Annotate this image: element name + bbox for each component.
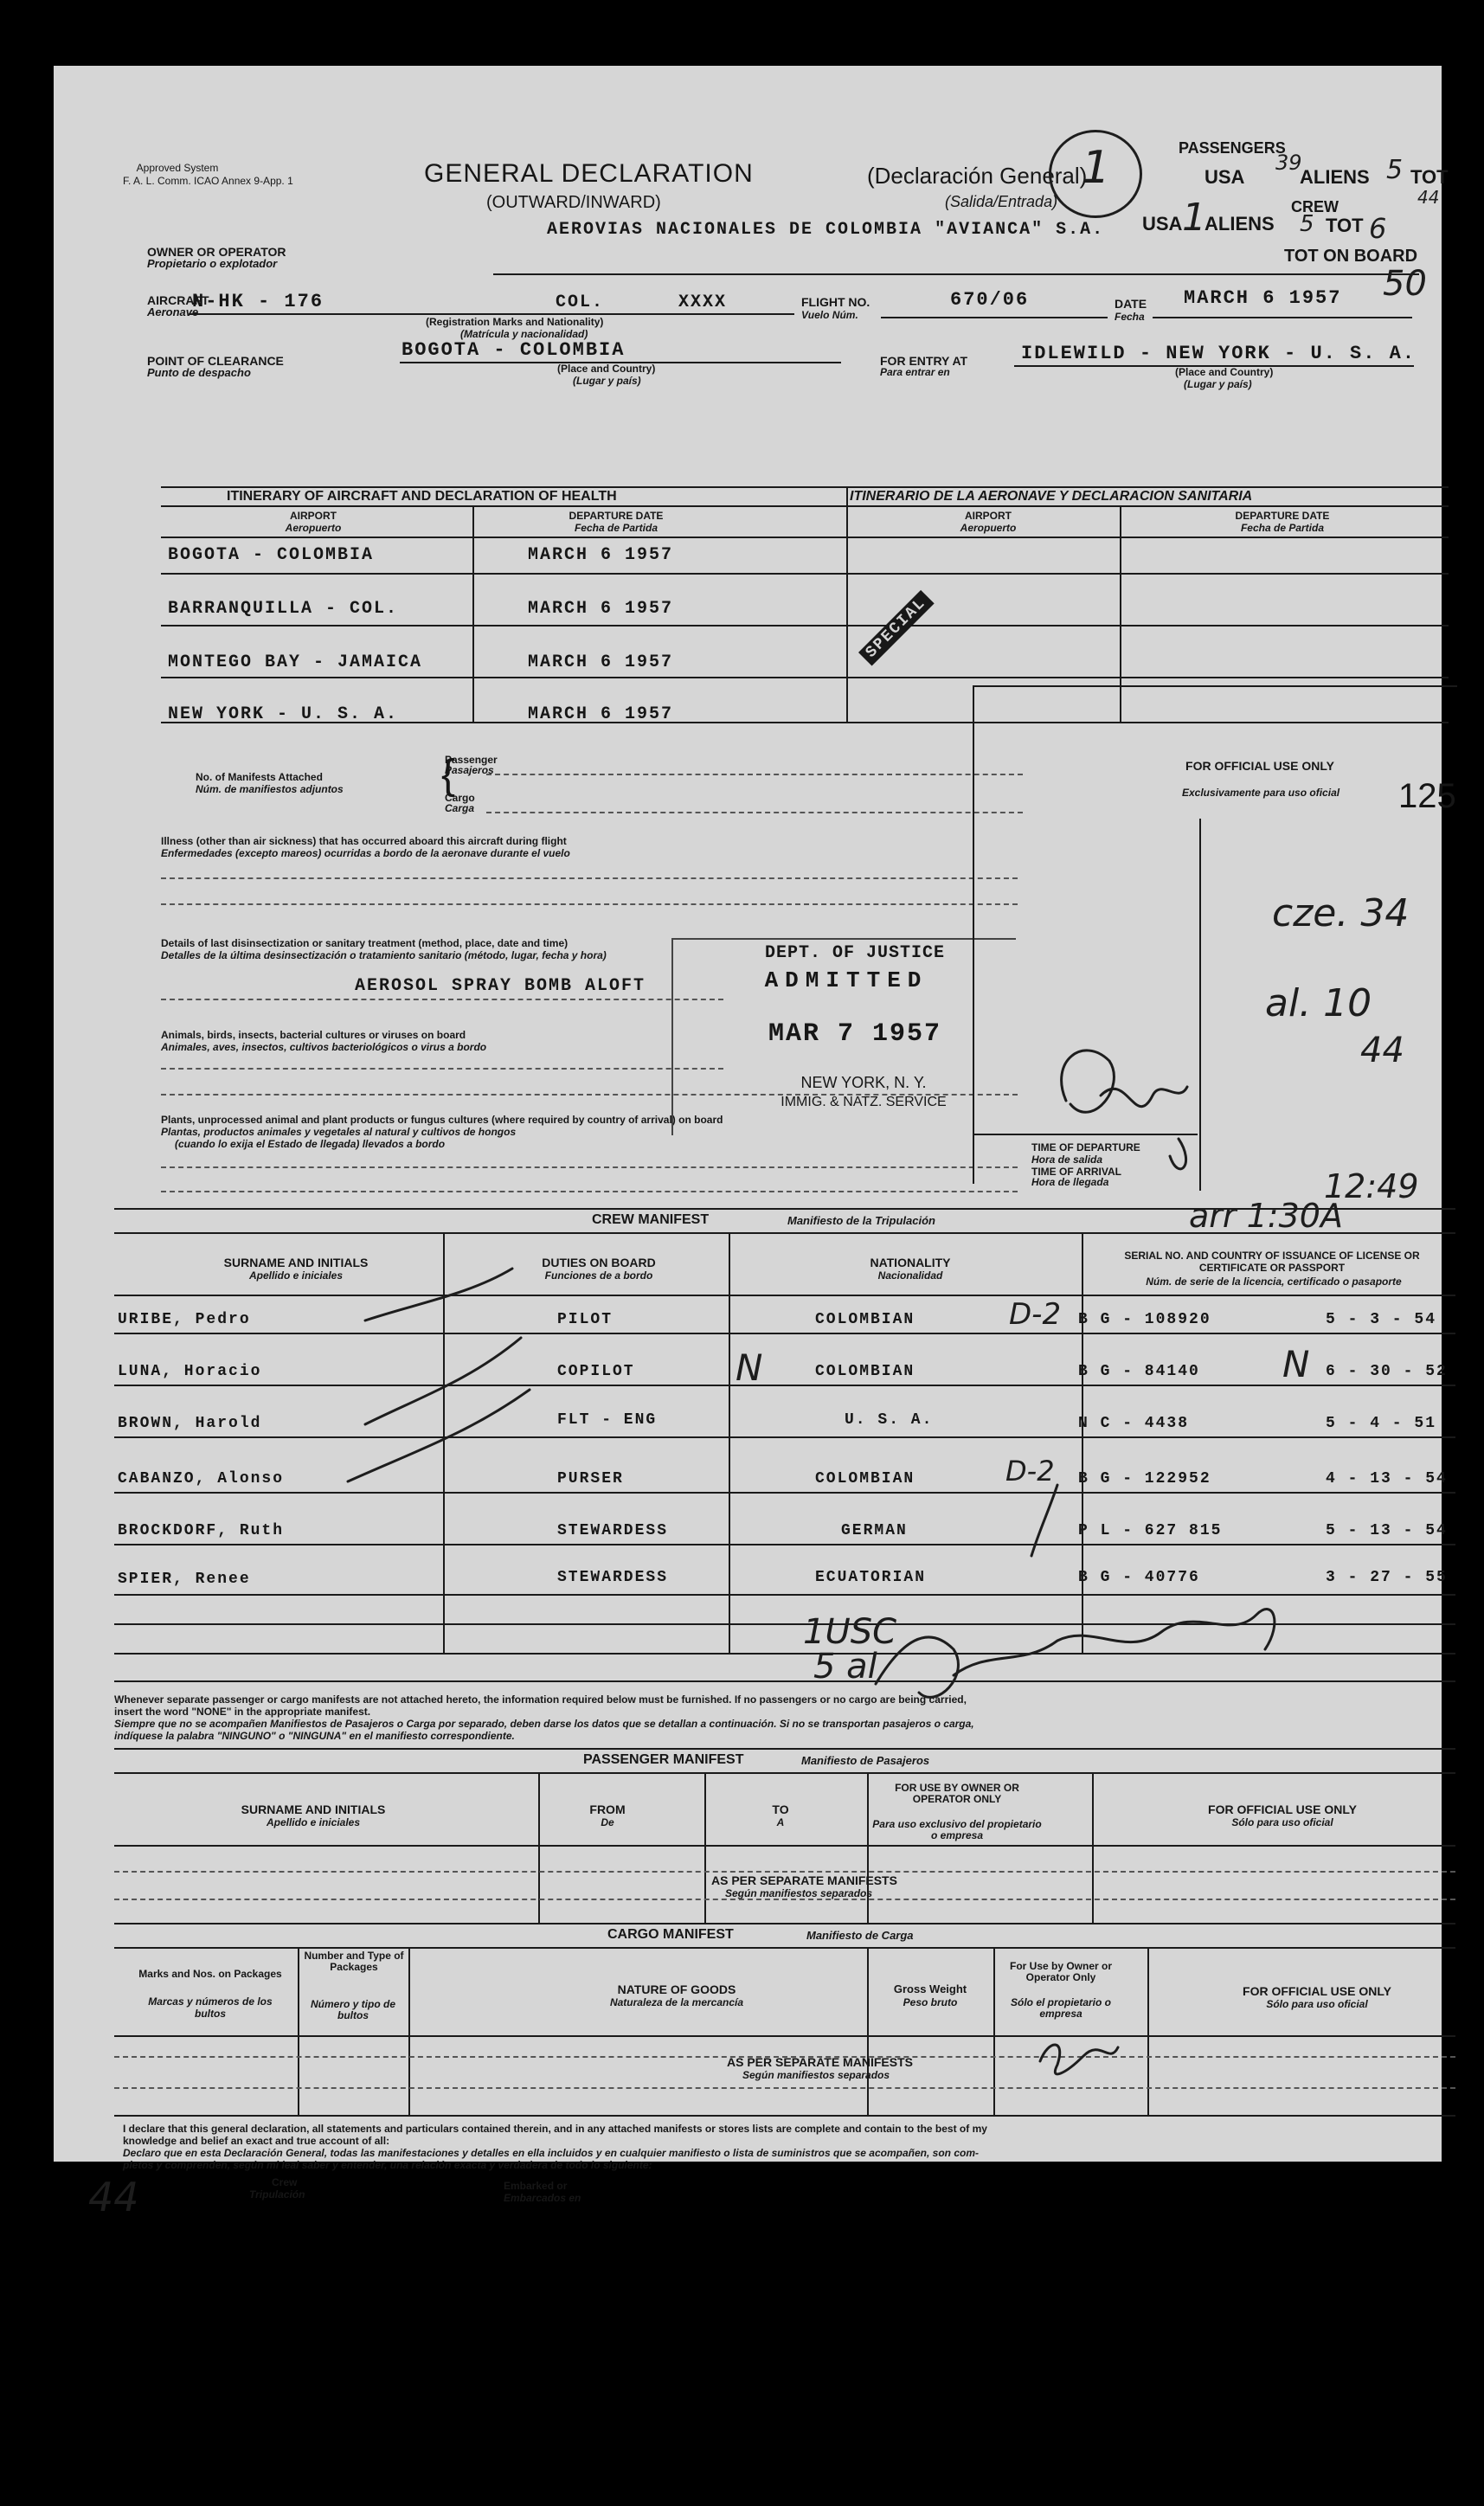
itinerary-airport-header-2: AIRPORT [965, 510, 1012, 522]
illness-label: Illness (other than air sickness) that has occurred aboard this aircraft during flight [161, 835, 567, 847]
clearance-label-es: Punto de despacho [147, 366, 251, 379]
handwritten-usc: 1USC [803, 1612, 897, 1652]
declaration-es-2: pletos y comprenden, según mi leal saber y entender, una relación exacta y verdadera de todo lo siguiente: [123, 2159, 652, 2171]
passenger-col-official: FOR OFFICIAL USE ONLY [1208, 1802, 1357, 1816]
animals-label: Animals, birds, insects, bacterial cultures or viruses on board [161, 1029, 466, 1041]
stamp-admitted: ADMITTED [764, 967, 928, 993]
cargo-col-weight: Gross Weight [893, 1982, 967, 1995]
passenger-separate-es: Según manifiestos separados [725, 1887, 873, 1899]
passengers-label: PASSENGERS [1179, 139, 1286, 157]
cargo-col-nature-es: Naturaleza de la mercancía [609, 1996, 744, 2008]
passenger-col-owner-es: Para uso exclusivo del propietario o empresa [872, 1818, 1042, 1841]
handwritten-circle-number: 1 [1082, 142, 1111, 194]
none-note-en-2: insert the word "NONE" in the appropriate manifest. [114, 1706, 371, 1718]
passenger-label: Passenger [445, 754, 498, 766]
handwritten-strokes [54, 66, 1442, 2162]
crew-serial: B G - 108920 [1078, 1311, 1211, 1328]
entry-label-es: Para entrar en [880, 366, 950, 378]
itinerary-airport-header: AIRPORT [290, 510, 337, 522]
handwritten-margin-number: 44 [88, 2174, 139, 2220]
crew-aliens-label: ALIENS [1205, 213, 1275, 235]
itinerary-row-2-date: MARCH 6 1957 [528, 599, 674, 619]
cargo-col-nature: NATURE OF GOODS [617, 1982, 736, 1996]
cargo-manifest-title-es: Manifiesto de Carga [806, 1929, 914, 1942]
crew-col-nat-es: Nacionalidad [877, 1269, 943, 1282]
illness-label-es: Enfermedades (excepto mareos) ocurridas a bordo de la aeronave durante el vuelo [161, 847, 570, 859]
entry-note-es: (Lugar y país) [1184, 378, 1252, 390]
handwritten-pass-usa: 39 [1275, 151, 1302, 175]
crew-issue-date: 5 - 13 - 54 [1326, 1522, 1448, 1539]
passenger-manifest-title-es: Manifiesto de Pasajeros [801, 1754, 930, 1767]
handwritten-sal: 5 al [813, 1647, 877, 1687]
passenger-col-to: TO [772, 1802, 789, 1816]
passenger-col-from-es: De [601, 1816, 614, 1828]
declaration-es-1: Declaro que en esta Declaración General, todas las manifestaciones y detalles en ella incluidos y en cualquier manifiesto o lista de suministros que se acompañen, son com- [123, 2147, 979, 2159]
passenger-manifest-title: PASSENGER MANIFEST [583, 1752, 744, 1767]
disinsectization-label-es: Detalles de la última desinsectización o tratamiento sanitario (método, lugar, fecha y hora) [161, 949, 607, 961]
disinsectization-label: Details of last disinsectization or sanitary treatment (method, place, date and time) [161, 937, 569, 949]
crew-issue-date: 5 - 4 - 51 [1326, 1415, 1437, 1432]
crew-usa-label: USA [1142, 213, 1183, 235]
entry-value: IDLEWILD - NEW YORK - U. S. A. [1021, 343, 1417, 364]
stamp-city: NEW YORK, N. Y. [800, 1074, 927, 1091]
crew-name: CABANZO, Alonso [118, 1470, 285, 1488]
crew-duty: PURSER [557, 1470, 624, 1488]
owner-value: AEROVIAS NACIONALES DE COLOMBIA "AVIANCA" S.A. [547, 220, 1105, 240]
entry-label: FOR ENTRY AT [880, 354, 968, 368]
crew-serial: N C - 4438 [1078, 1415, 1190, 1432]
official-number: 125 [1398, 777, 1456, 815]
crew-col-name-es: Apellido e iniciales [248, 1269, 344, 1282]
crew-nationality: ECUATORIAN [815, 1569, 927, 1586]
itinerary-date-header-2: DEPARTURE DATE [1235, 510, 1330, 522]
handwritten-crew-aliens: 5 [1300, 211, 1314, 237]
clearance-value: BOGOTA - COLOMBIA [402, 339, 626, 361]
crew-nationality: GERMAN [841, 1522, 908, 1539]
crew-name: URIBE, Pedro [118, 1311, 251, 1328]
itinerary-airport-header-2-es: Aeropuerto [960, 522, 1017, 534]
cargo-initials [1040, 2045, 1118, 2074]
handwritten-crew-mark-4: D-2 [1005, 1455, 1055, 1488]
itinerary-row-3-date: MARCH 6 1957 [528, 652, 674, 672]
cargo-label-es: Carga [445, 802, 475, 814]
passenger-col-official-es: Sólo para uso oficial [1231, 1816, 1333, 1828]
none-note-en-1: Whenever separate passenger or cargo manifests are not attached hereto, the information required below must be furnished. If no passengers or no cargo are being carried, [114, 1693, 967, 1706]
declaration-embarked-es: Embarcados en [504, 2192, 581, 2204]
form-title: GENERAL DECLARATION [424, 159, 754, 188]
passengers-tot-label: TOT [1410, 166, 1449, 188]
itinerary-title: ITINERARY OF AIRCRAFT AND DECLARATION OF HEALTH [227, 489, 617, 504]
handwritten-crew-mark-3: N [1282, 1343, 1310, 1385]
tot-on-board-label: TOT ON BOARD [1284, 247, 1418, 266]
crew-check-3 [348, 1390, 530, 1481]
itinerary-row-3-airport: MONTEGO BAY - JAMAICA [168, 652, 423, 672]
crew-name: BROCKDORF, Ruth [118, 1522, 285, 1539]
form-subtitle: (OUTWARD/INWARD) [486, 193, 661, 212]
cargo-col-official-es: Sólo para uso oficial [1266, 1998, 1368, 2010]
passenger-col-name: SURNAME AND INITIALS [241, 1802, 386, 1816]
crew-serial: B G - 122952 [1078, 1470, 1211, 1488]
form-subtitle-es: (Salida/Entrada) [945, 193, 1058, 210]
none-note-es-2: indíquese la palabra "NINGUNO" o "NINGUNA" en el manifiesto correspondiente. [114, 1730, 515, 1742]
crew-check-4 [1031, 1485, 1057, 1556]
crew-nationality: COLOMBIAN [815, 1363, 915, 1380]
crew-col-name: SURNAME AND INITIALS [223, 1256, 369, 1269]
crew-name: BROWN, Harold [118, 1415, 262, 1432]
itinerary-date-header-2-es: Fecha de Partida [1240, 522, 1325, 534]
crew-serial: P L - 627 815 [1078, 1522, 1223, 1539]
crew-issue-date: 6 - 30 - 52 [1326, 1363, 1448, 1380]
departure-time-label-es: Hora de salida [1031, 1153, 1103, 1166]
crew-tot-label: TOT [1326, 215, 1364, 236]
icao-annex-label: F. A. L. Comm. ICAO Annex 9-App. 1 [123, 175, 293, 187]
handwritten-crew-mark-2: N [736, 1346, 763, 1389]
stamp-date: MAR 7 1957 [768, 1019, 942, 1049]
crew-duty: STEWARDESS [557, 1569, 669, 1586]
handwritten-pass-aliens: 5 [1386, 155, 1404, 185]
itinerary-row-2-airport: BARRANQUILLA - COL. [168, 599, 399, 619]
cargo-col-marks: Marks and Nos. on Packages [138, 1968, 282, 1980]
cargo-separate-es: Según manifiestos separados [742, 2069, 890, 2081]
itinerary-airport-header-es: Aeropuerto [285, 522, 342, 534]
date-label-es: Fecha [1115, 311, 1145, 323]
manifests-attached-label-es: Núm. de manifiestos adjuntos [196, 783, 344, 795]
none-note-es-1: Siempre que no se acompañen Manifiestos de Pasajeros o Carga por separado, deben darse los datos que se detallan a continuación. Si no se transportan pasajeros o carga, [114, 1718, 974, 1730]
crew-label: CREW [1291, 198, 1339, 215]
crew-nationality: COLOMBIAN [815, 1470, 915, 1488]
crew-manifest-title-es: Manifiesto de la Tripulación [787, 1214, 935, 1227]
handwritten-arrival-2: arr 1:30A [1189, 1197, 1343, 1235]
declaration-crew-es: Tripulación [249, 2188, 305, 2201]
handwritten-arrival-1: 12:49 [1324, 1167, 1419, 1205]
plants-label: Plants, unprocessed animal and plant products or fungus cultures (where required by country of arrival) on board [161, 1114, 723, 1126]
crew-duty: COPILOT [557, 1363, 635, 1380]
registration-note: (Registration Marks and Nationality) [426, 316, 604, 328]
aircraft-label-es: Aeronave [147, 305, 199, 318]
crew-serial: B G - 84140 [1078, 1363, 1200, 1380]
crew-signature [876, 1610, 1275, 1698]
aircraft-struck: XXXX [678, 292, 728, 312]
crew-col-duty: DUTIES ON BOARD [542, 1256, 656, 1269]
crew-col-serial-es: Núm. de serie de la licencia, certificado o pasaporte [1146, 1275, 1402, 1288]
passenger-col-owner: FOR USE BY OWNER OR OPERATOR ONLY [895, 1782, 1019, 1805]
passenger-col-name-es: Apellido e iniciales [266, 1816, 361, 1828]
crew-duty: FLT - ENG [557, 1411, 658, 1429]
plants-label-es-2: (cuando lo exija el Estado de llegada) llevados a bordo [175, 1138, 446, 1150]
crew-issue-date: 3 - 27 - 55 [1326, 1569, 1448, 1586]
itinerary-row-4-airport: NEW YORK - U. S. A. [168, 704, 399, 724]
arrival-time-label-es: Hora de llegada [1031, 1176, 1109, 1188]
crew-col-duty-es: Funciones de a bordo [544, 1269, 653, 1282]
handwritten-pass-tot: 44 [1417, 187, 1440, 208]
approved-system-label: Approved System [136, 162, 219, 174]
crew-col-serial: SERIAL NO. AND COUNTRY OF ISSUANCE OF LICENSE OR CERTIFICATE OR PASSPORT [1124, 1250, 1420, 1274]
handwritten-crew-mark-1: D-2 [1009, 1297, 1062, 1332]
handwritten-on-board: 50 [1383, 264, 1427, 304]
crew-issue-date: 4 - 13 - 54 [1326, 1470, 1448, 1488]
declaration-en-2: knowledge and belief an exact and true account of all: [123, 2135, 390, 2147]
general-declaration-form: Approved System F. A. L. Comm. ICAO Annex 9-App. 1 GENERAL DECLARATION (OUTWARD/INWARD) (Declaración General) (Salida/Entrada) PASSENGERS USA ALIENS TOT CREW USA ALIENS TOT TOT ON BOARD OWNER OR OPERATOR Propietario o explotador AEROVIAS NACIONALES DE COLOMBIA "AVIANCA" S.A. AIRCRAFT Aeronave N-HK - 176 COL. XXXX (Registration Marks and Nationality) (Matrícula y nacionalidad) FLIGHT NO. Vuelo Núm. 670/06 DATE Fecha MARCH 6 1957 POINT OF CLEARANCE Punto de despacho BOGOTA - COLOMBIA (Place and Country) (Lugar y país) FOR ENTRY AT Para entrar en IDLEWILD - NEW YORK - U. S. A. (Place and Country) (Lugar y país) ITINERARY OF AIRCRAFT AND DECLARATION OF HEALTH ITINERARIO DE LA AERONAVE Y DECLARACION SANITARIA AIRPORT Aeropuerto DEPARTURE DATE Fecha de Partida AIRPORT Aeropuerto DEPARTURE DATE Fecha de Partida BOGOTA - COLOMBIA MARCH 6 1957 BARRANQUILLA - COL. MARCH 6 1957 MONTEGO BAY - JAMAICA MARCH 6 1957 NEW YORK - U. S. A. MARCH 6 1957 SPECIAL No. of Manifests Attached Núm. de manifiestos adjuntos { Passenger Pasajeros Cargo Carga Illness (other than air sickness) that has occurred aboard this aircraft during flight Enfermedades (excepto mareos) ocurridas a bordo de la aeronave durante el vuelo Details of last disinsectization or sanitary treatment (method, place, date and time) Detalles de la última desinsectización o tratamiento sanitario (método, lugar, fecha y hora) AEROSOL SPRAY BOMB ALOFT Animals, birds, insects, bacterial cultures or viruses on board Animales, aves, insectos, cultivos bacteriológicos o virus a bordo Plants, unprocessed animal and plant products or fungus cultures (where required by country of arrival) on board Plantas, productos animales y vegetales al natural y cultivos de hongos (cuando lo exija el Estado de llegada) llevados a bordo DEPT. OF JUSTICE ADMITTED MAR 7 1957 NEW YORK, N. Y. IMMIG. & NATZ. SERVICE FOR OFFICIAL USE ONLY Exclusivamente para uso oficial 125 TIME OF DEPARTURE Hora de salida TIME OF ARRIVAL Hora de llegada CREW MANIFEST Manifiesto de la Tripulación SURNAME AND INITIALS Apellido e iniciales DUTIES ON BOARD Funciones de a bordo NATIONALITY Nacionalidad SERIAL NO. AND COUNTRY OF ISSUANCE OF LICENSE OR CERTIFICATE OR PASSPORT Núm. de serie de la licencia, certificado o pasaporte URIBE, Pedro PILOT COLOMBIAN B G - 108920 5 - 3 - 54 LUNA, Horacio COPILOT COLOMBIAN B G - 84140 6 - 30 - 52 BROWN, Harold FLT - ENG U. S. A. N C - 4438 5 - 4 - 51 CABANZO, Alonso PURSER COLOMBIAN B G - 122952 4 - 13 - 54 BROCKDORF, Ruth STEWARDESS GERMAN P L - 627 815 5 - 13 - 54 SPIER, Renee STEWARDESS ECUATORIAN B G - 40776 3 - 27 - 55 Whenever separate passenger or cargo manifests are not attached hereto, the information required below must be furnished. If no passengers or no cargo are being carried, insert the word "NONE" in the appropriate manifest. Siempre que no se acompañen Manifiestos de Pasajeros o Carga por separado, deben darse los datos que se detallan a continuación. Si no se transportan pasajeros o carga, indíquese la palabra "NINGUNO" o "NINGUNA" en el manifiesto correspondiente. PASSENGER MANIFEST Manifiesto de Pasajeros SURNAME AND INITIALS Apellido e iniciales FROM De TO A FOR USE BY OWNER OR OPERATOR ONLY Para uso exclusivo del propietario o empresa FOR OFFICIAL USE ONLY Sólo para uso oficial AS PER SEPARATE MANIFESTS Según manifiestos separados CARGO MANIFEST Manifiesto de Carga Marks and Nos. on Packages Marcas y números de los bultos Number and Type of Packages Número y tipo de bultos NATURE OF GOODS Naturaleza de la mercancía Gross Weight Peso bruto For Use by Owner or Operator Only Sólo el propietario o empresa FOR OFFICIAL USE ONLY Sólo para uso oficial AS PER SEPARATE MANIFESTS Según manifiestos separados I declare that this general declaration, all statements and particulars contained therein, and in any attached manifests or stores lists are complete and contain to the best of my knowledge and belief an exact and true account of all: Declaro que en esta Declaración General, todas las manifestaciones y detalles en ella incluidos y en cualquier manifiesto o lista de suministros que se acompañen, son com- pletos y comprenden, según mi leal saber y entender, una relación exacta y verdadera de todo lo siguiente: Crew Tripulación Embarked or Embarcados en 1 39 5 44 1 5 6 50 cze. 34 al. 10 44 12:49 arr 1:30A D-2 N N D-2 1USC 5 al 44 [54, 66, 1442, 2162]
cargo-separate: AS PER SEPARATE MANIFESTS [727, 2055, 913, 2069]
crew-duty: STEWARDESS [557, 1522, 669, 1539]
departure-time-label: TIME OF DEPARTURE [1031, 1141, 1140, 1153]
handwritten-official-2: al. 10 [1265, 981, 1372, 1025]
crew-nationality: COLOMBIAN [815, 1311, 915, 1328]
crew-check-1 [365, 1269, 512, 1320]
registration-note-es: (Matrícula y nacionalidad) [460, 328, 588, 340]
handwritten-crew-tot: 6 [1369, 212, 1387, 245]
entry-note: (Place and Country) [1175, 366, 1274, 378]
manifests-attached-label: No. of Manifests Attached [196, 771, 323, 783]
itinerary-date-header: DEPARTURE DATE [569, 510, 664, 522]
owner-label: OWNER OR OPERATOR [147, 245, 286, 259]
owner-label-es: Propietario o explotador [147, 257, 278, 270]
passenger-col-from: FROM [589, 1802, 626, 1816]
plants-label-es: Plantas, productos animales y vegetales al natural y cultivos de hongos [161, 1126, 517, 1138]
aircraft-label: AIRCRAFT [147, 293, 209, 307]
special-stamp: SPECIAL [858, 590, 934, 665]
form-title-es: (Declaración General) [867, 163, 1088, 189]
declaration-en-1: I declare that this general declaration, all statements and particulars contained therein, and in any attached manifests or stores lists are complete and contain to the best of my [123, 2123, 987, 2135]
passenger-col-to-es: A [776, 1816, 785, 1828]
aircraft-registration: N-HK - 176 [192, 291, 324, 312]
itinerary-row-4-date: MARCH 6 1957 [528, 704, 674, 724]
cargo-col-weight-es: Peso bruto [903, 1996, 958, 2008]
crew-name: SPIER, Renee [118, 1571, 251, 1588]
aircraft-nationality: COL. [556, 292, 605, 312]
passengers-aliens-label: ALIENS [1300, 166, 1370, 188]
animals-label-es: Animales, aves, insectos, cultivos bacteriológicos o virus a bordo [161, 1041, 487, 1053]
clearance-note: (Place and Country) [557, 363, 656, 375]
official-title: FOR OFFICIAL USE ONLY [1185, 759, 1334, 773]
cargo-manifest-title: CARGO MANIFEST [607, 1927, 734, 1942]
crew-name: LUNA, Horacio [118, 1363, 262, 1380]
cargo-col-owner: For Use by Owner or Operator Only [1009, 1960, 1113, 1983]
passenger-label-es: Pasajeros [445, 764, 494, 776]
handwritten-official-1: cze. 34 [1272, 891, 1410, 935]
official-signature [1062, 1051, 1187, 1169]
cargo-col-number: Number and Type of Packages [304, 1950, 404, 1973]
crew-nationality: U. S. A. [845, 1411, 934, 1429]
stamp-service: IMMIG. & NATZ. SERVICE [781, 1095, 947, 1109]
itinerary-row-1-airport: BOGOTA - COLOMBIA [168, 545, 375, 565]
itinerary-row-1-date: MARCH 6 1957 [528, 545, 674, 565]
cargo-col-official: FOR OFFICIAL USE ONLY [1243, 1984, 1391, 1998]
cargo-label: Cargo [445, 792, 475, 804]
crew-issue-date: 5 - 3 - 54 [1326, 1311, 1437, 1328]
cargo-col-marks-es: Marcas y números de los bultos [148, 1995, 273, 2020]
crew-duty: PILOT [557, 1311, 614, 1328]
flight-number: 670/06 [950, 289, 1030, 311]
flight-label-es: Vuelo Núm. [801, 309, 858, 321]
cargo-col-number-es: Número y tipo de bultos [310, 1998, 395, 2021]
flight-date: MARCH 6 1957 [1184, 287, 1342, 309]
declaration-embarked: Embarked or [504, 2180, 568, 2192]
crew-serial: B G - 40776 [1078, 1569, 1200, 1586]
stamp-dept: DEPT. OF JUSTICE [764, 943, 946, 963]
declaration-crew: Crew [272, 2176, 298, 2188]
official-title-es: Exclusivamente para uso oficial [1182, 787, 1340, 799]
itinerary-date-header-es: Fecha de Partida [574, 522, 658, 534]
passenger-separate: AS PER SEPARATE MANIFESTS [711, 1873, 897, 1887]
itinerary-title-es: ITINERARIO DE LA AERONAVE Y DECLARACION SANITARIA [850, 489, 1253, 504]
handwritten-official-3: 44 [1360, 1031, 1404, 1070]
disinsectization-value: AEROSOL SPRAY BOMB ALOFT [355, 976, 646, 996]
date-label: DATE [1115, 297, 1147, 311]
clearance-label: POINT OF CLEARANCE [147, 354, 284, 368]
passengers-usa-label: USA [1205, 166, 1245, 188]
flight-label: FLIGHT NO. [801, 295, 870, 309]
arrival-time-label: TIME OF ARRIVAL [1031, 1166, 1121, 1178]
handwritten-crew-usa: 1 [1182, 196, 1206, 240]
crew-col-nat: NATIONALITY [870, 1256, 951, 1269]
clearance-note-es: (Lugar y país) [573, 375, 641, 387]
cargo-col-owner-es: Sólo el propietario o empresa [1010, 1996, 1111, 2020]
crew-manifest-title: CREW MANIFEST [592, 1212, 710, 1227]
